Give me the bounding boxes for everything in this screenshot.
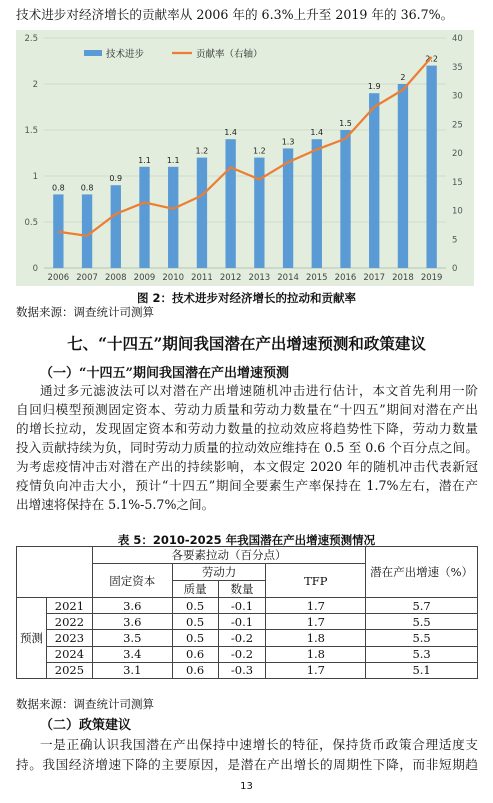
cell-capital: 3.6	[92, 598, 172, 614]
cell-potential: 5.7	[366, 598, 478, 614]
cell-year: 2021	[46, 598, 92, 614]
bar-data-label: 2	[400, 73, 406, 82]
x-tick-label: 2019	[420, 273, 443, 283]
header-labor-quality: 质量	[172, 581, 218, 598]
y-right-tick-label: 5	[452, 235, 458, 246]
bar-data-label: 0.9	[109, 174, 123, 184]
paragraph-line: 一是正确认识我国潜在产出保持中速增长的特征，保持货币政策合理适度支	[40, 737, 478, 752]
bar-data-label: 1.1	[138, 155, 151, 165]
bar-data-label: 1.9	[367, 82, 381, 92]
cell-quality: 0.5	[172, 598, 218, 614]
y-right-tick-label: 35	[452, 62, 463, 73]
paragraph-line: 出增速将保持在 5.1%-5.7%之间。	[16, 497, 215, 512]
bar-data-label: 1.2	[195, 146, 209, 156]
bar-data-label: 0.8	[51, 183, 65, 193]
header-labor-quantity: 数量	[218, 581, 266, 598]
x-tick-label: 2010	[162, 273, 185, 283]
cell-quantity: -0.3	[218, 662, 266, 678]
header-fixed-capital: 固定资本	[92, 564, 172, 598]
y-right-tick-label: 10	[452, 206, 463, 217]
cell-quality: 0.5	[172, 630, 218, 646]
cell-potential: 5.5	[366, 614, 478, 630]
section-title: 七、“十四五”期间我国潜在产出增速预测和政策建议	[67, 334, 426, 353]
data-source-note: 数据来源：调查统计司测算	[16, 697, 154, 711]
table-row	[17, 630, 478, 646]
table-corner-cell	[17, 547, 93, 598]
table-caption: 表 5：2010-2025 年我国潜在产出增速预测情况	[117, 533, 376, 547]
cell-year: 2023	[46, 630, 92, 646]
cell-capital: 3.5	[92, 630, 172, 646]
cell-potential: 5.3	[366, 646, 478, 662]
x-tick-label: 2008	[104, 273, 127, 283]
cell-year: 2022	[46, 614, 92, 630]
page-number: 13	[240, 781, 253, 792]
x-tick-label: 2014	[277, 273, 299, 283]
bar	[197, 158, 207, 268]
y-left-tick-label: 2	[32, 80, 38, 90]
paragraph-line: 通过多元滤波法可以对潜在产出增速随机冲击进行估计，本文首先利用一阶	[40, 383, 478, 398]
y-right-tick-label: 30	[452, 91, 463, 102]
paragraph-line: 投入贡献持续为负，同时劳动力质量的拉动效应维持在 0.5 至 0.6 个百分点之间。	[16, 440, 478, 455]
chart-svg	[16, 30, 474, 286]
paragraph-line: 持。我国经济增速下降的主要原因，是潜在产出增长的周期性下降，而非短期趋	[16, 757, 478, 772]
cell-capital: 3.6	[92, 614, 172, 630]
legend-line-label: 贡献率（右轴）	[196, 49, 263, 60]
cell-tfp: 1.7	[266, 662, 366, 678]
header-labor: 劳动力	[172, 564, 266, 581]
y-right-tick-label: 25	[452, 120, 463, 131]
bar	[369, 93, 379, 268]
y-right-tick-label: 40	[452, 34, 463, 44]
cell-potential: 5.5	[366, 630, 478, 646]
intro-text: 技术进步对经济增长的贡献率从 2006 年的 6.3%上升至 2019 年的 36.7%。	[16, 7, 454, 22]
header-potential-growth: 潜在产出增速（%）	[366, 547, 478, 598]
cell-tfp: 1.8	[266, 630, 366, 646]
cell-quantity: -0.2	[218, 646, 266, 662]
bar	[398, 84, 408, 268]
cell-tfp: 1.7	[266, 614, 366, 630]
x-tick-label: 2016	[334, 273, 357, 283]
y-right-tick-label: 0	[452, 264, 458, 274]
bar-data-label: 1.4	[310, 128, 324, 138]
x-tick-label: 2006	[47, 273, 70, 283]
y-left-tick-label: 1	[32, 172, 38, 182]
forecast-table	[16, 546, 478, 679]
bar	[225, 139, 235, 268]
x-tick-label: 2018	[392, 273, 414, 283]
table-row	[17, 646, 478, 662]
subsection-title-policy: （二）政策建议	[40, 718, 132, 733]
bar-data-label: 0.8	[80, 183, 94, 193]
paragraph-line: 的增长拉动，发现固定资本和劳动力数量的拉动效应将趋势性下降，劳动力数量	[16, 421, 478, 436]
y-left-tick-label: 0	[32, 264, 38, 274]
cell-year: 2025	[46, 662, 92, 678]
table-row	[17, 662, 478, 678]
bar	[340, 130, 350, 268]
paragraph-line: 疫情负向冲击大小，预计“十四五”期间全要素生产率保持在 1.7%左右，潜在产	[16, 478, 478, 493]
bar	[254, 158, 264, 268]
cell-capital: 3.1	[92, 662, 172, 678]
y-right-tick-label: 20	[452, 149, 463, 159]
bar	[139, 167, 149, 268]
cell-quantity: -0.1	[218, 598, 266, 614]
x-tick-label: 2009	[133, 273, 156, 283]
x-tick-label: 2017	[363, 273, 386, 283]
cell-tfp: 1.8	[266, 646, 366, 662]
cell-quantity: -0.2	[218, 630, 266, 646]
y-left-tick-label: 2.5	[24, 34, 38, 44]
bar	[82, 194, 92, 268]
bar	[283, 148, 293, 268]
paragraph-line: 自回归模型预测固定资本、劳动力质量和劳动力数量在“十四五”期间对潜在产出	[16, 402, 478, 417]
contribution-chart	[16, 30, 474, 286]
bar-data-label: 1.5	[339, 119, 352, 128]
cell-potential: 5.1	[366, 662, 478, 678]
bar	[312, 139, 322, 268]
x-tick-label: 2012	[219, 273, 242, 283]
cell-quality: 0.5	[172, 614, 218, 630]
cell-quality: 0.6	[172, 662, 218, 678]
legend-bar-swatch	[84, 50, 102, 56]
table-row	[17, 598, 478, 614]
x-tick-label: 2011	[191, 273, 213, 283]
table-row	[17, 614, 478, 630]
table-body	[17, 598, 478, 679]
bar	[111, 185, 121, 268]
figure-caption: 图 2：技术进步对经济增长的拉动和贡献率	[136, 291, 356, 305]
y-left-tick-label: 0.5	[24, 218, 38, 228]
y-left-tick-label: 1.5	[24, 126, 38, 136]
bar-data-label: 1.4	[224, 128, 238, 138]
bar-data-label: 1.3	[281, 137, 295, 147]
row-group-forecast: 预测	[17, 598, 47, 679]
header-factor-contribution: 各要素拉动（百分点）	[92, 547, 365, 564]
cell-tfp: 1.7	[266, 598, 366, 614]
subsection-title-forecast: （一）“十四五”期间我国潜在产出增速预测	[40, 366, 289, 381]
cell-quantity: -0.1	[218, 614, 266, 630]
bar-data-label: 1.1	[166, 155, 180, 165]
x-tick-label: 2013	[248, 273, 271, 283]
y-right-tick-label: 15	[452, 177, 463, 188]
x-tick-label: 2007	[76, 273, 98, 283]
paragraph-line: 为考虑疫情冲击对潜在产出的持续影响，本文假定 2020 年的随机冲击代表新冠	[16, 459, 478, 474]
x-tick-label: 2015	[305, 273, 328, 283]
cell-year: 2024	[46, 646, 92, 662]
cell-capital: 3.4	[92, 646, 172, 662]
header-tfp: TFP	[266, 564, 366, 598]
bar-data-label: 1.2	[252, 146, 266, 156]
bar-data-label: 2.2	[425, 54, 439, 64]
bar	[168, 167, 178, 268]
legend-bar-label: 技术进步	[106, 49, 145, 60]
cell-quality: 0.6	[172, 646, 218, 662]
data-source-note: 数据来源：调查统计司测算	[16, 305, 154, 319]
bar	[426, 66, 436, 268]
